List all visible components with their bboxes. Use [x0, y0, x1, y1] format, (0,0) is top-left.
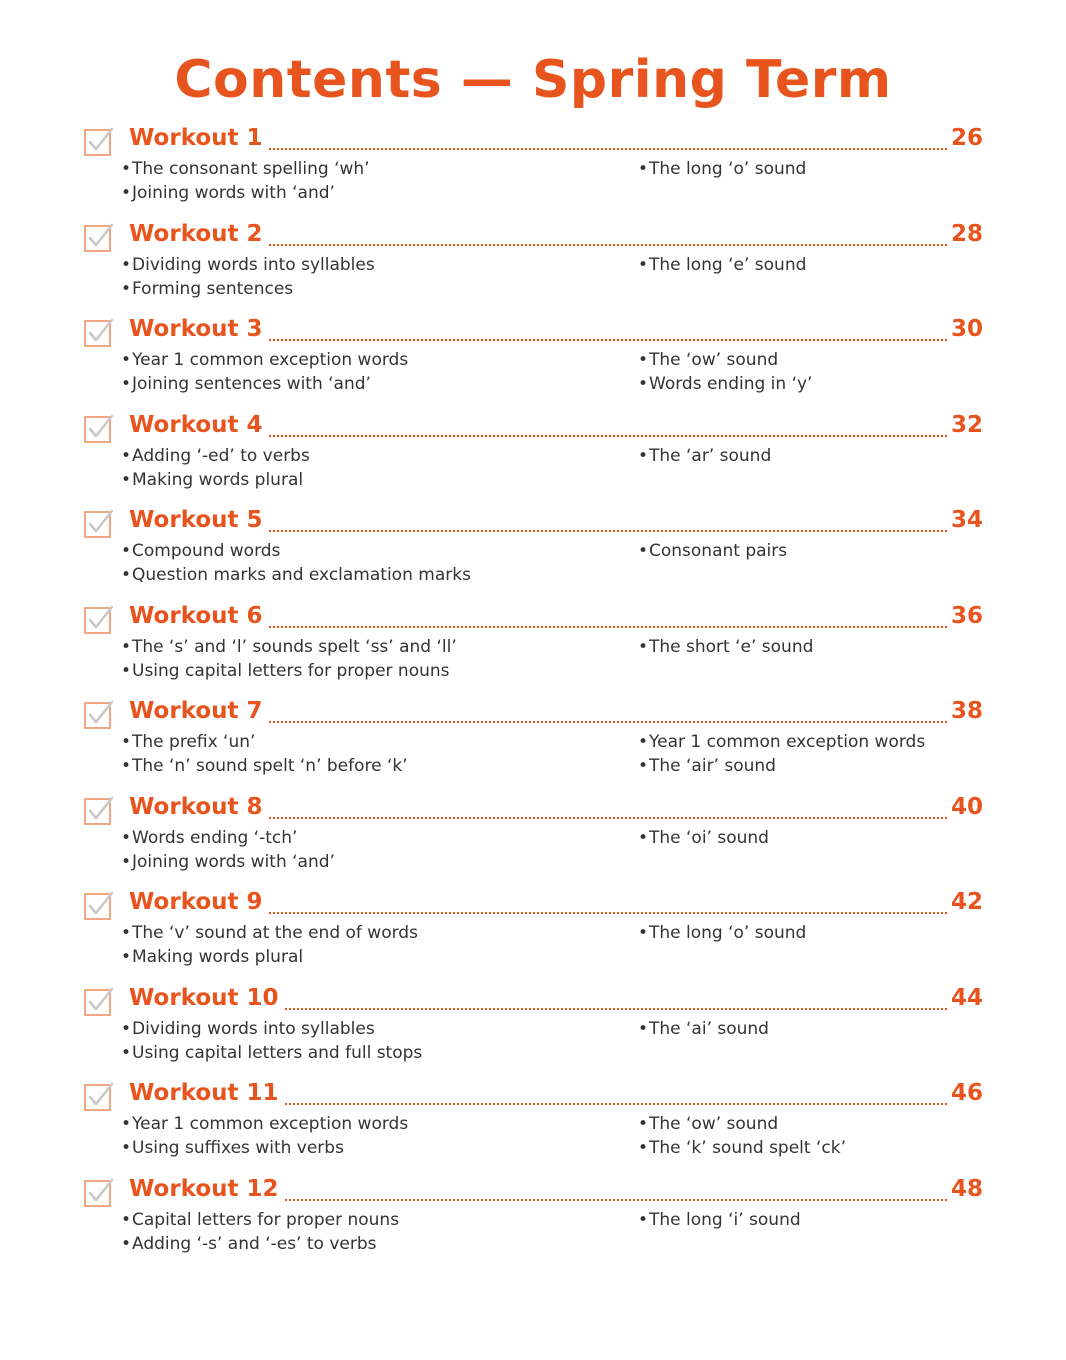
- entry-heading[interactable]: [129, 221, 983, 255]
- topic-item: [121, 659, 450, 683]
- bullet-icon: •: [121, 827, 132, 848]
- contents-entry: [0, 1174, 1066, 1270]
- topic-item: [638, 1112, 778, 1136]
- bullet-icon: •: [638, 1138, 649, 1158]
- contents-entry: [0, 505, 1066, 601]
- bullet-icon: •: [121, 541, 132, 561]
- topic-item: [121, 372, 371, 396]
- entry-heading[interactable]: [129, 125, 983, 159]
- contents-list: [0, 123, 1066, 1269]
- workout-title[interactable]: Workout 6: [129, 602, 263, 629]
- bullet-icon: •: [121, 756, 132, 776]
- dotted-leader: [285, 1008, 947, 1010]
- bullet-icon: •: [638, 732, 649, 752]
- bullet-icon: •: [638, 374, 649, 394]
- topic-item: [638, 921, 806, 945]
- page-number[interactable]: 48: [950, 1175, 983, 1202]
- topic-text: Joining sentences with ‘and’: [132, 374, 371, 394]
- dotted-leader: [269, 339, 947, 341]
- entry-heading[interactable]: [129, 985, 983, 1019]
- topic-text: The ‘s’ and ‘l’ sounds spelt ‘ss’ and ‘ll’: [132, 636, 457, 657]
- checkbox-icon[interactable]: [84, 1082, 110, 1108]
- bullet-icon: •: [121, 278, 132, 299]
- dotted-leader: [269, 912, 947, 914]
- entry-heading[interactable]: [129, 1176, 983, 1210]
- page-title: Contents — Spring Term: [174, 50, 892, 110]
- topic-text: The ‘ow’ sound: [649, 350, 779, 370]
- topic-text: Forming sentences: [132, 278, 294, 299]
- bullet-icon: •: [638, 445, 649, 466]
- bullet-icon: •: [638, 254, 649, 275]
- bullet-icon: •: [121, 350, 132, 370]
- checkbox-icon[interactable]: [84, 223, 110, 249]
- topic-item: [121, 1017, 375, 1041]
- topic-item: [121, 826, 297, 850]
- page-number[interactable]: 42: [950, 889, 983, 915]
- bullet-icon: •: [121, 851, 132, 872]
- bullet-icon: •: [121, 159, 132, 179]
- contents-entry: [0, 219, 1066, 315]
- topic-text: The ‘oi’ sound: [649, 827, 769, 848]
- topic-text: Dividing words into syllables: [132, 254, 375, 275]
- checkbox-icon[interactable]: [84, 987, 110, 1013]
- topic-item: [121, 945, 303, 969]
- workout-title[interactable]: Workout 4: [129, 411, 263, 438]
- workout-title[interactable]: Workout 5: [129, 507, 263, 533]
- topic-item: [121, 539, 280, 563]
- page-number[interactable]: 28: [950, 220, 983, 247]
- workout-title[interactable]: Workout 3: [129, 316, 263, 342]
- workout-title[interactable]: Workout 11: [129, 1080, 279, 1106]
- topic-text: Year 1 common exception words: [132, 1114, 409, 1134]
- workout-title[interactable]: Workout 8: [129, 793, 263, 820]
- checkbox-icon[interactable]: [84, 318, 110, 344]
- contents-entry: [0, 696, 1066, 792]
- bullet-icon: •: [121, 1114, 132, 1134]
- topic-text: Year 1 common exception words: [649, 732, 926, 752]
- bullet-icon: •: [121, 732, 132, 752]
- topic-text: The ‘v’ sound at the end of words: [132, 923, 418, 943]
- contents-entry: [0, 983, 1066, 1079]
- workout-title[interactable]: Workout 12: [129, 1175, 279, 1202]
- topic-text: The long ‘i’ sound: [649, 1209, 801, 1230]
- topic-text: The ‘ar’ sound: [649, 445, 772, 466]
- bullet-icon: •: [121, 469, 132, 490]
- contents-entry: [0, 887, 1066, 983]
- topic-item: [121, 754, 408, 778]
- topic-text: Making words plural: [132, 469, 304, 490]
- topic-text: Compound words: [132, 541, 281, 561]
- checkbox-icon[interactable]: [84, 891, 110, 917]
- topic-text: Adding ‘-s’ and ‘-es’ to verbs: [132, 1233, 377, 1254]
- topic-item: [121, 157, 370, 181]
- topic-item: [121, 444, 310, 468]
- bullet-icon: •: [121, 636, 132, 657]
- bullet-icon: •: [638, 1114, 649, 1134]
- topic-item: [638, 1208, 801, 1232]
- bullet-icon: •: [638, 1209, 649, 1230]
- checkbox-icon[interactable]: [84, 796, 110, 822]
- bullet-icon: •: [638, 756, 649, 776]
- topic-item: [121, 850, 335, 874]
- contents-entry: [0, 601, 1066, 697]
- page-number[interactable]: 46: [950, 1080, 983, 1106]
- checkbox-icon[interactable]: [84, 509, 110, 535]
- workout-title[interactable]: Workout 1: [129, 125, 263, 151]
- contents-entry: [0, 792, 1066, 888]
- entry-heading[interactable]: [129, 794, 983, 828]
- bullet-icon: •: [121, 1018, 132, 1039]
- topic-text: Words ending ‘-tch’: [132, 827, 298, 848]
- topic-text: Making words plural: [132, 947, 304, 967]
- bullet-icon: •: [638, 159, 649, 179]
- topic-item: [121, 1041, 422, 1065]
- topic-text: The long ‘e’ sound: [649, 254, 807, 275]
- topic-item: [638, 539, 787, 563]
- topic-text: Using capital letters for proper nouns: [132, 660, 450, 681]
- topic-item: [638, 253, 806, 277]
- topic-item: [638, 157, 806, 181]
- bullet-icon: •: [638, 636, 649, 657]
- entry-heading[interactable]: [129, 698, 983, 732]
- topic-text: Consonant pairs: [649, 541, 788, 561]
- contents-entry: [0, 410, 1066, 506]
- contents-entry: [0, 314, 1066, 410]
- checkbox-icon[interactable]: [84, 1178, 110, 1204]
- topic-item: [121, 730, 255, 754]
- bullet-icon: •: [638, 1018, 649, 1039]
- contents-entry: [0, 1078, 1066, 1174]
- bullet-icon: •: [121, 923, 132, 943]
- page-number[interactable]: 34: [950, 507, 983, 533]
- checkbox-icon[interactable]: [84, 700, 110, 726]
- topic-item: [121, 635, 457, 659]
- topic-text: The long ‘o’ sound: [649, 159, 807, 179]
- topic-item: [121, 253, 375, 277]
- workout-title[interactable]: Workout 10: [129, 984, 279, 1011]
- topic-item: [121, 1208, 399, 1232]
- page-number[interactable]: 30: [950, 316, 983, 342]
- entry-heading[interactable]: [129, 1080, 983, 1114]
- topic-text: The prefix ‘un’: [132, 732, 256, 752]
- dotted-leader: [285, 1199, 947, 1201]
- bullet-icon: •: [121, 254, 132, 275]
- topic-text: The short ‘e’ sound: [649, 636, 814, 657]
- topic-item: [121, 277, 293, 301]
- entry-heading[interactable]: [129, 889, 983, 923]
- topic-item: [121, 348, 408, 372]
- dotted-leader: [269, 435, 947, 437]
- topic-text: Using capital letters and full stops: [132, 1042, 423, 1063]
- workout-title[interactable]: Workout 7: [129, 698, 263, 724]
- bullet-icon: •: [121, 445, 132, 466]
- dotted-leader: [269, 721, 947, 723]
- topic-item: [121, 1136, 344, 1160]
- bullet-icon: •: [121, 1042, 132, 1063]
- checkbox-icon[interactable]: [84, 605, 110, 631]
- topic-text: Question marks and exclamation marks: [132, 565, 471, 585]
- topic-item: [638, 635, 813, 659]
- topic-text: The consonant spelling ‘wh’: [132, 159, 370, 179]
- topic-item: [638, 444, 771, 468]
- topic-text: Words ending in ‘y’: [649, 374, 813, 394]
- page-number[interactable]: 38: [950, 698, 983, 724]
- topic-item: [638, 754, 776, 778]
- topic-item: [638, 348, 778, 372]
- bullet-icon: •: [121, 374, 132, 394]
- topic-item: [121, 468, 303, 492]
- bullet-icon: •: [121, 183, 132, 203]
- topic-text: The ‘ai’ sound: [649, 1018, 769, 1039]
- bullet-icon: •: [638, 350, 649, 370]
- dotted-leader: [269, 148, 947, 150]
- topic-text: Capital letters for proper nouns: [132, 1209, 400, 1230]
- topic-item: [121, 563, 471, 587]
- checkbox-icon[interactable]: [84, 127, 110, 153]
- topic-text: The ‘air’ sound: [649, 756, 776, 776]
- topic-item: [638, 1017, 769, 1041]
- bullet-icon: •: [121, 947, 132, 967]
- bullet-icon: •: [638, 827, 649, 848]
- page-number[interactable]: 26: [950, 125, 983, 151]
- dotted-leader: [269, 817, 947, 819]
- bullet-icon: •: [638, 923, 649, 943]
- bullet-icon: •: [121, 1138, 132, 1158]
- dotted-leader: [269, 244, 947, 246]
- workout-title[interactable]: Workout 2: [129, 220, 263, 247]
- entry-heading[interactable]: [129, 316, 983, 350]
- topic-item: [121, 1232, 376, 1256]
- topic-text: The ‘k’ sound spelt ‘ck’: [649, 1138, 846, 1158]
- topic-text: The ‘n’ sound spelt ‘n’ before ‘k’: [132, 756, 408, 776]
- bullet-icon: •: [638, 541, 649, 561]
- topic-item: [121, 1112, 408, 1136]
- topic-text: Joining words with ‘and’: [132, 183, 335, 203]
- topic-text: The ‘ow’ sound: [649, 1114, 779, 1134]
- topic-text: The long ‘o’ sound: [649, 923, 807, 943]
- entry-heading[interactable]: [129, 603, 983, 637]
- topic-item: [638, 372, 812, 396]
- bullet-icon: •: [121, 660, 132, 681]
- topic-text: Using suffixes with verbs: [132, 1138, 344, 1158]
- dotted-leader: [269, 530, 947, 532]
- topic-text: Dividing words into syllables: [132, 1018, 375, 1039]
- topic-text: Year 1 common exception words: [132, 350, 409, 370]
- dotted-leader: [269, 626, 947, 628]
- topic-text: Joining words with ‘and’: [132, 851, 335, 872]
- bullet-icon: •: [121, 1209, 132, 1230]
- page-number[interactable]: 36: [950, 602, 983, 629]
- workout-title[interactable]: Workout 9: [129, 889, 263, 915]
- entry-heading[interactable]: [129, 412, 983, 446]
- topic-item: [638, 826, 769, 850]
- topic-item: [638, 730, 925, 754]
- topic-item: [121, 181, 335, 205]
- bullet-icon: •: [121, 565, 132, 585]
- bullet-icon: •: [121, 1233, 132, 1254]
- entry-heading[interactable]: [129, 507, 983, 541]
- page-number[interactable]: 40: [950, 793, 983, 820]
- topic-item: [638, 1136, 846, 1160]
- checkbox-icon[interactable]: [84, 414, 110, 440]
- page-number[interactable]: 32: [950, 411, 983, 438]
- topic-item: [121, 921, 418, 945]
- dotted-leader: [285, 1103, 947, 1105]
- topic-text: Adding ‘-ed’ to verbs: [132, 445, 310, 466]
- page-number[interactable]: 44: [950, 984, 983, 1011]
- contents-entry: [0, 123, 1066, 219]
